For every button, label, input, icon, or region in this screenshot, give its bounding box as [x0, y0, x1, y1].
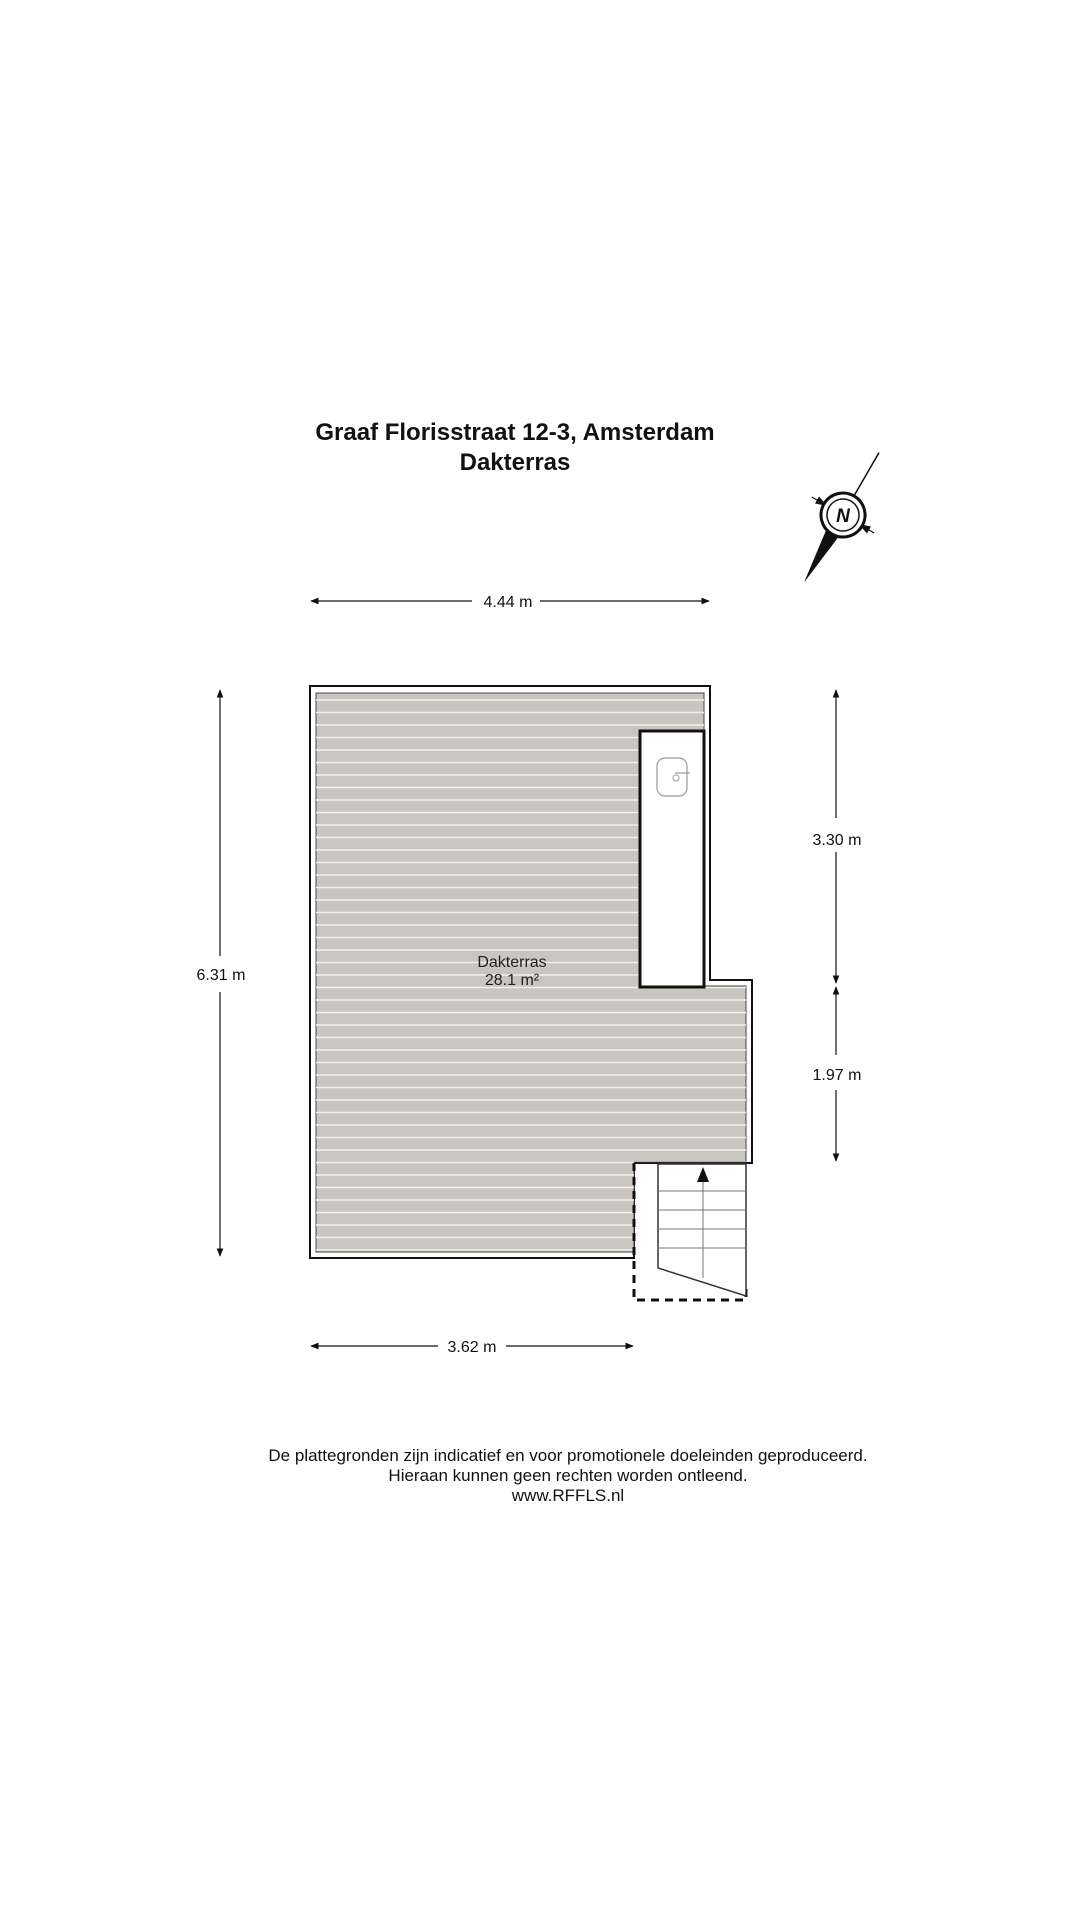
storage-block	[640, 731, 704, 987]
dimension-bottom	[311, 1339, 633, 1356]
plan-subtitle: Dakterras	[459, 449, 571, 476]
dimension-right-lower-label: 1.97 m	[812, 1067, 862, 1084]
disclaimer-line-2: Hieraan kunnen geen rechten worden ontleend.	[388, 1466, 748, 1485]
stair-steps	[658, 1164, 746, 1296]
north-arrow-icon	[773, 435, 910, 601]
stairs	[634, 1163, 746, 1300]
dimension-right-lower	[813, 987, 862, 1161]
website-link[interactable]: www.RFFLS.nl	[511, 1486, 625, 1505]
disclaimer-line-1: De plattegronden zijn indicatief en voor promotionele doeleinden geproduceerd.	[268, 1446, 868, 1465]
dimension-bottom-label: 3.62 m	[447, 1339, 497, 1356]
dimension-left	[197, 690, 246, 1256]
dimension-left-label: 6.31 m	[196, 967, 246, 984]
compass-label: N	[836, 506, 850, 527]
room-area: 28.1 m²	[484, 972, 540, 989]
plan-title: Graaf Florisstraat 12-3, Amsterdam	[315, 419, 715, 446]
room-name: Dakterras	[477, 954, 547, 971]
dimension-top	[311, 594, 709, 611]
dimension-right-upper	[813, 690, 862, 983]
dimension-right-upper-label: 3.30 m	[812, 832, 862, 849]
dimension-top-label: 4.44 m	[483, 594, 533, 611]
storage-box	[640, 731, 704, 987]
